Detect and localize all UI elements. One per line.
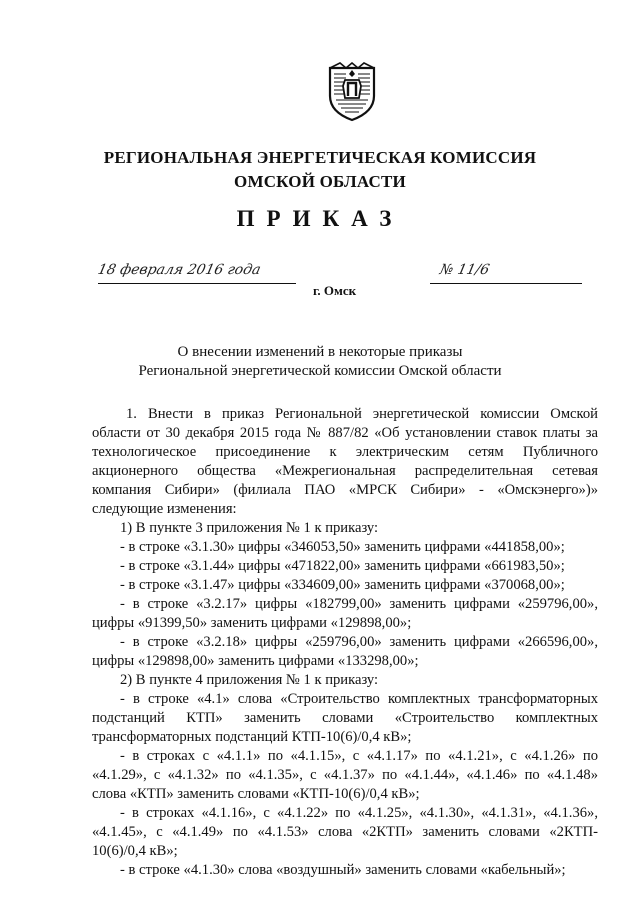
body-line: - в строке «3.1.47» цифры «334609,00» заменить цифрами «370068,00»;: [120, 577, 565, 593]
body-line: - в строке «4.1.30» слова «воздушный» заменить словами «кабельный»;: [120, 862, 566, 878]
order-body: [92, 405, 598, 880]
organization-name-line1: РЕГИОНАЛЬНАЯ ЭНЕРГЕТИЧЕСКАЯ КОМИССИЯ: [103, 148, 537, 167]
body-line: «4.1.45», с «4.1.49» по «4.1.53» слова «2КТП» заменить словами «2КТП-: [92, 824, 598, 840]
handwritten-date: 18 февраля 2016 года: [96, 262, 263, 278]
body-line: слова «КТП» заменить словами «КТП-10(6)/0,4 кВ»;: [92, 786, 420, 802]
number-underline: [430, 283, 582, 284]
body-line: - в строке «3.2.18» цифры «259796,00» заменить цифрами «266596,00»,: [120, 634, 598, 650]
body-line: «4.1.29», с «4.1.32» по «4.1.35», с «4.1.37» по «4.1.44», «4.1.46» по «4.1.48»: [92, 767, 598, 783]
body-line: области от 30 декабря 2015 года № 887/82 «Об установлении ставок платы за: [92, 425, 598, 441]
body-line: - в строке «4.1» слова «Строительство комплектных трансформаторных: [120, 691, 598, 707]
document-type-title: ПРИКАЗ: [236, 206, 404, 231]
city-label: г. Омск: [313, 283, 357, 298]
body-line: акционерного общества «Межрегиональная распределительная сетевая: [92, 463, 598, 479]
body-line: 2) В пункте 4 приложения № 1 к приказу:: [120, 672, 379, 688]
body-line: цифры «129898,00» заменить цифрами «133298,00»;: [92, 653, 419, 669]
body-line: 10(6)/0,4 кВ»;: [92, 843, 178, 859]
order-subject: [0, 343, 640, 381]
body-line: трансформаторных подстанций КТП-10(6)/0,4 кВ»;: [92, 729, 412, 745]
subject-line: Региональной энергетической комиссии Омской области: [138, 363, 502, 379]
subject-line: О внесении изменений в некоторые приказы: [177, 344, 463, 360]
body-line: - в строке «3.1.44» цифры «471822,00» заменить цифрами «661983,50»;: [120, 558, 565, 574]
body-line: - в строке «3.1.30» цифры «346053,50» заменить цифрами «441858,00»;: [120, 539, 565, 555]
body-line: цифры «91399,50» заменить цифрами «129898,00»;: [92, 615, 412, 631]
body-line: 1) В пункте 3 приложения № 1 к приказу:: [120, 520, 379, 536]
date-underline: [98, 283, 296, 284]
body-line: следующие изменения:: [92, 501, 237, 517]
handwritten-order-number: № 11/6: [438, 262, 491, 278]
body-line: подстанций КТП» заменить словами «Строительство комплектных: [92, 710, 598, 726]
body-line: компания Сибири» (филиала ПАО «МРСК Сибири» - «Омскэнерго»)»: [92, 482, 598, 498]
body-line: - в строках с «4.1.1» по «4.1.15», с «4.1.17» по «4.1.21», с «4.1.26» по: [120, 748, 598, 764]
body-line: технологическое присоединение к электрическим сетям Публичного: [92, 444, 598, 460]
body-line: 1. Внести в приказ Региональной энергетической комиссии Омской: [126, 406, 598, 422]
coat-of-arms-emblem: [326, 62, 378, 122]
organization-name-line2: ОМСКОЙ ОБЛАСТИ: [234, 172, 406, 191]
body-line: - в строках «4.1.16», с «4.1.22» по «4.1.25», «4.1.30», «4.1.31», «4.1.36»,: [120, 805, 598, 821]
body-line: - в строке «3.2.17» цифры «182799,00» заменить цифрами «259796,00»,: [120, 596, 598, 612]
